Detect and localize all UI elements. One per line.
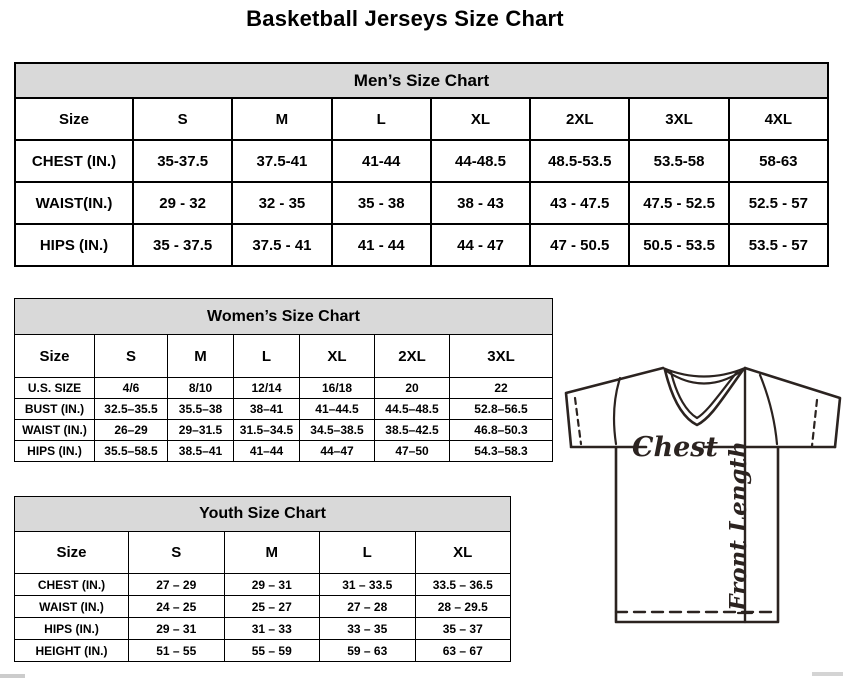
row-label: WAIST (IN.) [15,596,129,618]
size-value-cell: 44 - 47 [431,224,530,266]
size-value-cell: 47 - 50.5 [530,224,629,266]
size-value-cell: 24 – 25 [129,596,225,618]
size-value-cell: 51 – 55 [129,640,225,662]
size-value-cell: 41-44 [332,140,431,182]
size-value-cell: 37.5 - 41 [232,224,331,266]
column-header: XL [415,532,511,574]
row-label: WAIST(IN.) [15,182,133,224]
size-value-cell: 52.5 - 57 [729,182,828,224]
column-header: Size [15,98,133,140]
size-value-cell: 53.5 - 57 [729,224,828,266]
table-row [15,399,553,420]
womens-size-table [14,298,553,462]
column-header: S [129,532,225,574]
table-row [15,140,828,182]
chest-measure-label: Chest [632,432,718,463]
table-row [15,574,511,596]
youth-size-table [14,496,511,662]
column-header: Size [15,532,129,574]
size-value-cell: 38–41 [234,399,300,420]
row-label: WAIST (IN.) [15,420,95,441]
table-row [15,224,828,266]
table-row [15,378,553,399]
table-row [15,182,828,224]
size-value-cell: 46.8–50.3 [450,420,553,441]
size-value-cell: 29 – 31 [224,574,320,596]
size-value-cell: 35 - 37.5 [133,224,232,266]
size-value-cell: 16/18 [300,378,375,399]
mens-chart-title: Men’s Size Chart [15,63,828,98]
column-header: 2XL [375,335,450,378]
size-value-cell: 63 – 67 [415,640,511,662]
size-value-cell: 35 – 37 [415,618,511,640]
size-value-cell: 26–29 [95,420,168,441]
column-header: 4XL [729,98,828,140]
size-value-cell: 28 – 29.5 [415,596,511,618]
size-value-cell: 55 – 59 [224,640,320,662]
size-value-cell: 27 – 28 [320,596,416,618]
size-value-cell: 31.5–34.5 [234,420,300,441]
table-row [15,441,553,462]
size-value-cell: 31 – 33.5 [320,574,416,596]
size-value-cell: 38.5–42.5 [375,420,450,441]
womens-chart-title: Women’s Size Chart [15,299,553,335]
size-value-cell: 29–31.5 [168,420,234,441]
size-value-cell: 58-63 [729,140,828,182]
row-label: HIPS (IN.) [15,618,129,640]
size-value-cell: 22 [450,378,553,399]
size-value-cell: 41 - 44 [332,224,431,266]
screenshot-artifact-right [812,672,843,676]
size-value-cell: 25 – 27 [224,596,320,618]
column-header: 2XL [530,98,629,140]
jersey-diagram [556,354,843,636]
column-header: XL [300,335,375,378]
row-label: HEIGHT (IN.) [15,640,129,662]
table-row [15,596,511,618]
row-label: CHEST (IN.) [15,140,133,182]
size-value-cell: 32 - 35 [232,182,331,224]
row-label: CHEST (IN.) [15,574,129,596]
column-header: S [133,98,232,140]
column-header: M [232,98,331,140]
column-header: 3XL [629,98,728,140]
size-value-cell: 35.5–58.5 [95,441,168,462]
size-value-cell: 8/10 [168,378,234,399]
size-value-cell: 33.5 – 36.5 [415,574,511,596]
size-value-cell: 48.5-53.5 [530,140,629,182]
row-label: HIPS (IN.) [15,224,133,266]
size-value-cell: 35.5–38 [168,399,234,420]
size-value-cell: 4/6 [95,378,168,399]
size-value-cell: 33 – 35 [320,618,416,640]
size-value-cell: 29 – 31 [129,618,225,640]
size-value-cell: 20 [375,378,450,399]
size-value-cell: 50.5 - 53.5 [629,224,728,266]
size-value-cell: 44.5–48.5 [375,399,450,420]
size-value-cell: 29 - 32 [133,182,232,224]
size-value-cell: 38.5–41 [168,441,234,462]
column-header: S [95,335,168,378]
left-cuff-stitch [575,398,581,444]
size-value-cell: 43 - 47.5 [530,182,629,224]
table-row [15,640,511,662]
size-value-cell: 47–50 [375,441,450,462]
jersey-outline-icon [566,368,840,622]
right-cuff-stitch [812,400,817,446]
size-value-cell: 34.5–38.5 [300,420,375,441]
size-value-cell: 59 – 63 [320,640,416,662]
row-label: BUST (IN.) [15,399,95,420]
size-value-cell: 44-48.5 [431,140,530,182]
size-value-cell: 38 - 43 [431,182,530,224]
column-header: 3XL [450,335,553,378]
size-value-cell: 44–47 [300,441,375,462]
size-value-cell: 32.5–35.5 [95,399,168,420]
size-value-cell: 41–44.5 [300,399,375,420]
row-label: HIPS (IN.) [15,441,95,462]
youth-chart-title: Youth Size Chart [15,497,511,532]
size-value-cell: 54.3–58.3 [450,441,553,462]
table-row [15,420,553,441]
size-value-cell: 27 – 29 [129,574,225,596]
front-length-measure-label: Front Length [725,441,752,611]
column-header: L [320,532,416,574]
size-value-cell: 37.5-41 [232,140,331,182]
column-header: M [168,335,234,378]
mens-size-table [14,62,829,267]
screenshot-artifact-left [0,674,25,678]
size-value-cell: 35-37.5 [133,140,232,182]
column-header: Size [15,335,95,378]
table-row [15,618,511,640]
size-value-cell: 41–44 [234,441,300,462]
size-value-cell: 35 - 38 [332,182,431,224]
size-value-cell: 53.5-58 [629,140,728,182]
column-header: L [234,335,300,378]
column-header: L [332,98,431,140]
column-header: XL [431,98,530,140]
page-title: Basketball Jerseys Size Chart [246,6,564,31]
size-value-cell: 31 – 33 [224,618,320,640]
column-header: M [224,532,320,574]
row-label: U.S. SIZE [15,378,95,399]
size-value-cell: 47.5 - 52.5 [629,182,728,224]
size-value-cell: 12/14 [234,378,300,399]
size-value-cell: 52.8–56.5 [450,399,553,420]
